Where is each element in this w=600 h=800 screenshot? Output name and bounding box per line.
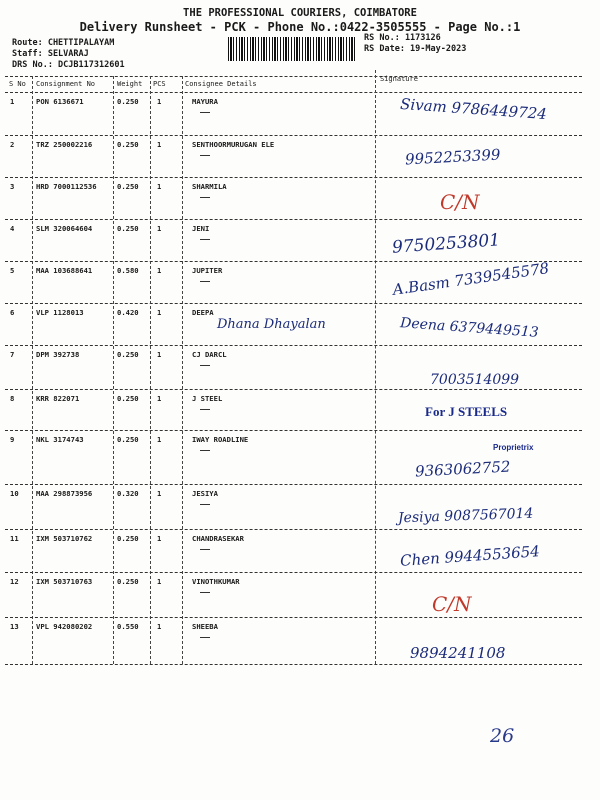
row-mark xyxy=(200,365,210,366)
signature-row-6: Deena 6379449513 xyxy=(399,315,540,341)
row-consignee: SHARMILA xyxy=(192,182,227,191)
row-weight: 0.250 xyxy=(117,224,139,233)
row-sno: 5 xyxy=(10,266,15,275)
row-mark xyxy=(200,112,210,113)
row-weight: 0.250 xyxy=(117,435,139,444)
row-consignment: SLM 320064604 xyxy=(36,224,93,233)
row-weight: 0.420 xyxy=(117,308,139,317)
row-pcs: 1 xyxy=(157,534,162,543)
row-consignment: IXM 503710762 xyxy=(36,534,93,543)
drs-number: DRS No.: DCJB117312601 xyxy=(12,60,125,70)
row-sno: 12 xyxy=(10,577,19,586)
row-consignment: VPL 942080202 xyxy=(36,622,93,631)
row-sno: 13 xyxy=(10,622,19,631)
col-header-consignee: Consignee Details xyxy=(185,80,257,88)
rs-date: RS Date: 19-May-2023 xyxy=(364,44,467,54)
row-consignment: MAA 103688641 xyxy=(36,266,93,275)
row-consignment: KRR 822071 xyxy=(36,394,80,403)
row-pcs: 1 xyxy=(157,622,162,631)
row-pcs: 1 xyxy=(157,577,162,586)
row-pcs: 1 xyxy=(157,489,162,498)
row-sno: 7 xyxy=(10,350,15,359)
row-consignee: DEEPA xyxy=(192,308,214,317)
table-row xyxy=(5,177,582,217)
row-consignee: CJ DARCL xyxy=(192,350,227,359)
row-consignment: MAA 298873956 xyxy=(36,489,93,498)
row-weight: 0.580 xyxy=(117,266,139,275)
col-header-weight: Weight xyxy=(117,80,143,88)
row-weight: 0.550 xyxy=(117,622,139,631)
row-weight: 0.250 xyxy=(117,394,139,403)
company-title: THE PROFESSIONAL COURIERS, COIMBATORE xyxy=(183,7,417,19)
staff-label: Staff: SELVARAJ xyxy=(12,49,89,59)
row-pcs: 1 xyxy=(157,266,162,275)
signature-row-13: 9894241108 xyxy=(410,644,506,662)
signature-row-11: Chen 9944553654 xyxy=(399,542,541,570)
signature-row-3: C/N xyxy=(440,190,480,214)
barcode xyxy=(228,37,356,61)
row-mark xyxy=(200,281,210,282)
col-header-consignment: Consignment No xyxy=(36,80,96,88)
row-weight: 0.250 xyxy=(117,350,139,359)
row-mark xyxy=(200,504,210,505)
row-sno: 9 xyxy=(10,435,15,444)
row-sno: 3 xyxy=(10,182,15,191)
row-mark xyxy=(200,409,210,410)
row-sno: 4 xyxy=(10,224,15,233)
row-pcs: 1 xyxy=(157,435,162,444)
signature-row-9: 9363062752 xyxy=(414,457,511,481)
rs-number: RS No.: 1173126 xyxy=(364,33,441,43)
row-sno: 8 xyxy=(10,394,15,403)
row-sno: 1 xyxy=(10,97,15,106)
row-sno: 2 xyxy=(10,140,15,149)
row-mark xyxy=(200,592,210,593)
row-consignee: IWAY ROADLINE xyxy=(192,435,249,444)
row-mark xyxy=(200,450,210,451)
table-row xyxy=(5,572,582,612)
signature-row-1: Sivam 9786449724 xyxy=(399,94,548,124)
row-pcs: 1 xyxy=(157,140,162,149)
row-mark xyxy=(200,549,210,550)
row-weight: 0.250 xyxy=(117,97,139,106)
row-consignment: HRD 7000112536 xyxy=(36,182,97,191)
row-consignee: SENTHOORMURUGAN ELE xyxy=(192,140,275,149)
row-consignment: VLP 1128013 xyxy=(36,308,84,317)
route-label: Route: CHETTIPALAYAM xyxy=(12,38,115,48)
row-consignee: J STEEL xyxy=(192,394,223,403)
signature-row-10: Jesiya 9087567014 xyxy=(397,505,534,527)
row-weight: 0.250 xyxy=(117,182,139,191)
row-weight: 0.250 xyxy=(117,140,139,149)
header-rule-top xyxy=(5,76,582,77)
row-consignment: NKL 3174743 xyxy=(36,435,84,444)
company-stamp-name: For J STEELS xyxy=(425,404,508,419)
row-mark xyxy=(200,197,210,198)
row-pcs: 1 xyxy=(157,394,162,403)
signature-row-2: 9952253399 xyxy=(404,145,501,169)
row-consignee: SHEEBA xyxy=(192,622,218,631)
signature-row-5: A.Basm 7339545578 xyxy=(391,259,551,299)
row-consignee: JENI xyxy=(192,224,210,233)
row-consignee: MAYURA xyxy=(192,97,218,106)
row-sno: 6 xyxy=(10,308,15,317)
col-header-signature: Signature xyxy=(380,75,418,83)
row-weight: 0.250 xyxy=(117,534,139,543)
col-header-sno: S No xyxy=(9,80,26,88)
runsheet-subtitle: Delivery Runsheet - PCK - Phone No.:0422-3505555 - Page No.:1 xyxy=(79,20,521,34)
row-consignee: JESIYA xyxy=(192,489,218,498)
row-consignment: PON 6136671 xyxy=(36,97,84,106)
row-weight: 0.250 xyxy=(117,577,139,586)
row-consignee: CHANDRASEKAR xyxy=(192,534,244,543)
row-mark xyxy=(200,637,210,638)
row-pcs: 1 xyxy=(157,97,162,106)
handwritten-page-mark: 26 xyxy=(490,725,515,747)
consignee-handwritten-note: Dhana Dhayalan xyxy=(217,317,326,332)
col-header-pcs: PCS xyxy=(153,80,166,88)
row-consignee: JUPITER xyxy=(192,266,223,275)
row-mark xyxy=(200,155,210,156)
row-consignment: IXM 503710763 xyxy=(36,577,93,586)
row-pcs: 1 xyxy=(157,182,162,191)
row-weight: 0.320 xyxy=(117,489,139,498)
signature-row-7: 7003514099 xyxy=(430,372,520,388)
row-mark xyxy=(200,239,210,240)
row-consignment: TRZ 250002216 xyxy=(36,140,93,149)
row-pcs: 1 xyxy=(157,224,162,233)
row-pcs: 1 xyxy=(157,350,162,359)
row-sno: 10 xyxy=(10,489,19,498)
company-stamp-title: Proprietrix xyxy=(493,443,534,452)
row-consignee: VINOTHKUMAR xyxy=(192,577,240,586)
signature-row-4: 9750253801 xyxy=(391,230,501,258)
row-sno: 11 xyxy=(10,534,19,543)
signature-row-12: C/N xyxy=(432,592,472,616)
row-pcs: 1 xyxy=(157,308,162,317)
table-bottom-rule xyxy=(5,664,582,665)
row-consignment: DPM 392738 xyxy=(36,350,80,359)
